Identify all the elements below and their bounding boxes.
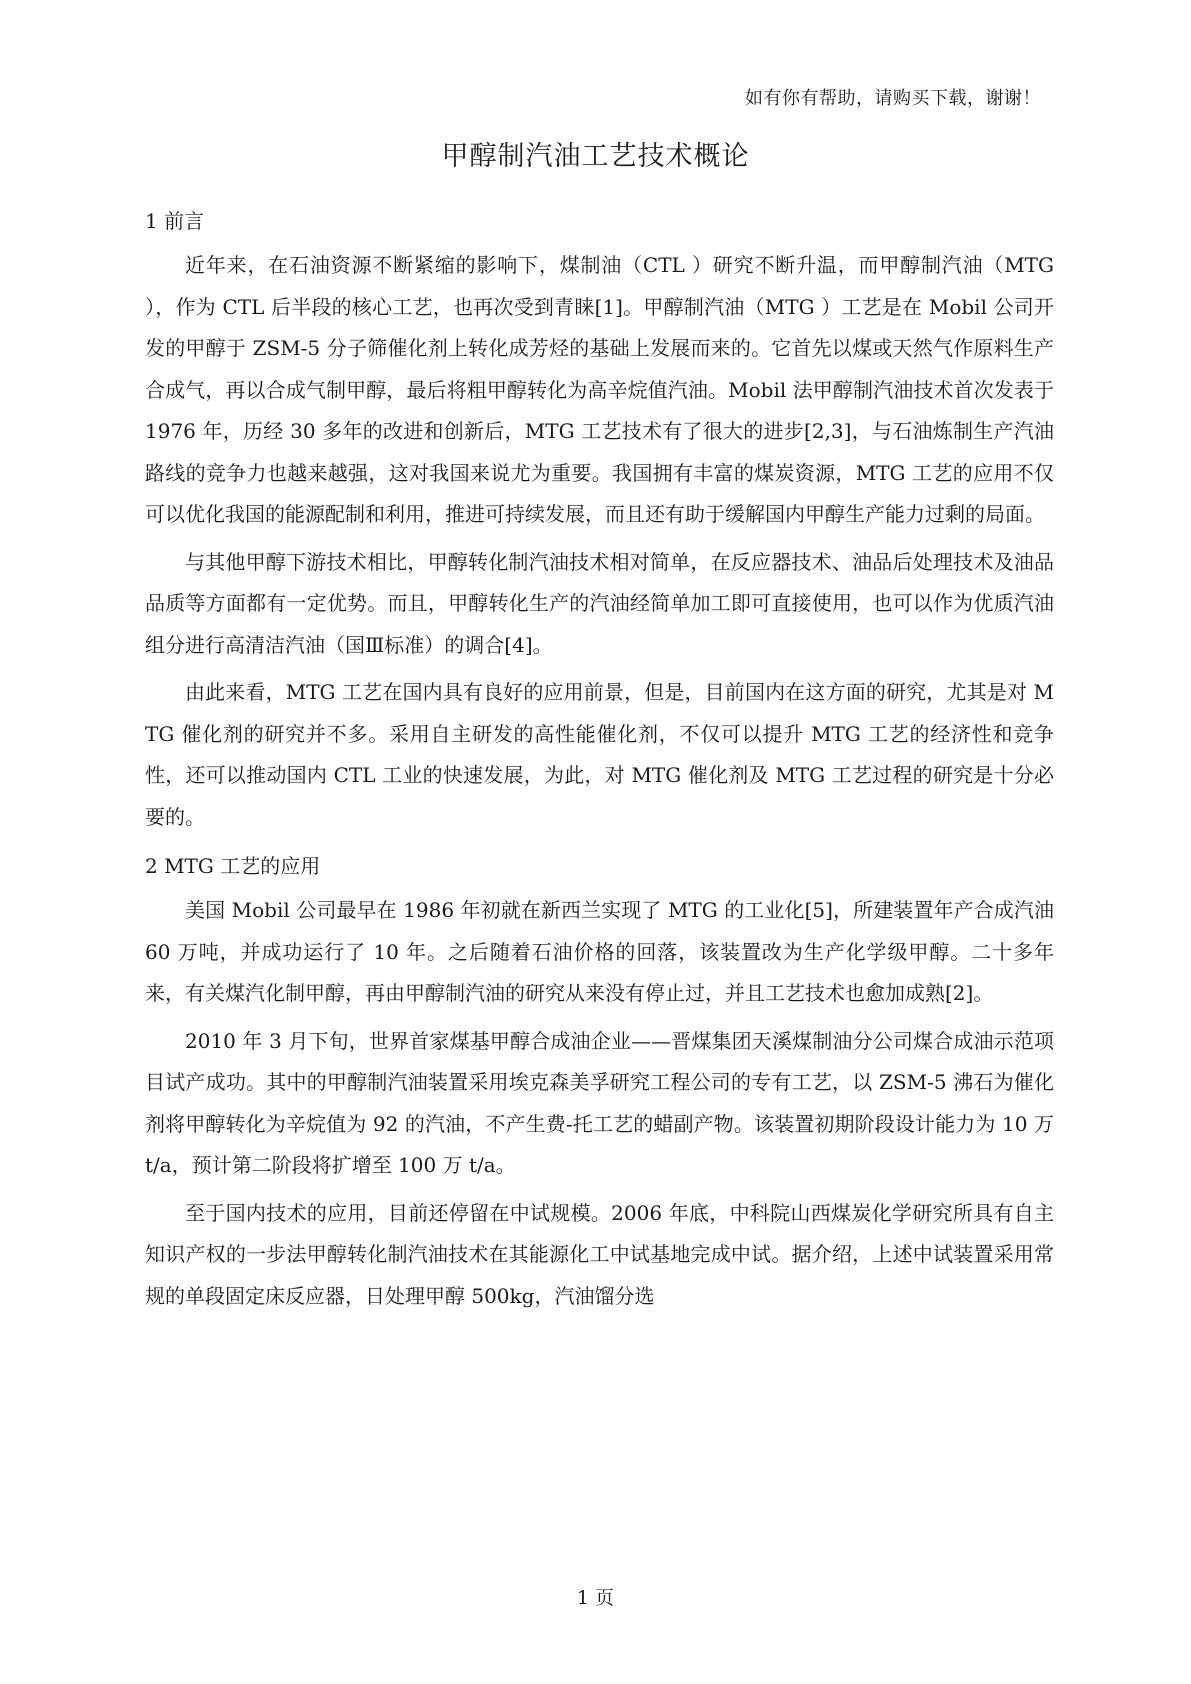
- page-number: 1 页: [576, 1587, 615, 1609]
- section-heading-mtg-application: 2 MTG 工艺的应用: [145, 854, 321, 878]
- paragraph: 由此来看，MTG 工艺在国内具有良好的应用前景，但是，目前国内在这方面的研究，尤其是对 MTG 催化剂的研究并不多。采用自主研发的高性能催化剂，不仅可以提升 MTG 工艺的经济性和竞争性，还可以推动国内 CTL 工业的快速发展，为此，对 MTG 催化剂及 MTG 工艺过程的研究是十分必要的。: [145, 680, 1054, 829]
- paragraph: 至于国内技术的应用，目前还停留在中试规模。2006 年底，中科院山西煤炭化学研究所具有自主知识产权的一步法甲醇转化制汽油技术在其能源化工中试基地完成中试。据介绍，上述中试装置采用常规的单段固定床反应器，日处理甲醇 500kg，汽油馏分选: [145, 1200, 1054, 1308]
- document-title: 甲醇制汽油工艺技术概论: [441, 141, 750, 172]
- paragraph: 2010 年 3 月下旬，世界首家煤基甲醇合成油企业——晋煤集团天溪煤制油分公司煤合成油示范项目试产成功。其中的甲醇制汽油装置采用埃克森美孚研究工程公司的专有工艺，以 ZSM-5 沸石为催化剂将甲醇转化为辛烷值为 92 的汽油，不产生费-托工艺的蜡副产物。该装置初期阶段设计能力为 10 万 t/a，预计第二阶段将扩增至 100 万 t/a。: [145, 1028, 1054, 1177]
- header-note: 如有你有帮助，请购买下载，谢谢！: [745, 88, 1041, 109]
- paragraph: 近年来，在石油资源不断紧缩的影响下，煤制油（CTL ）研究不断升温，而甲醇制汽油（MTG ），作为 CTL 后半段的核心工艺，也再次受到青睐[1]。甲醇制汽油（MTG ）工艺是在 Mobil 公司开发的甲醇于 ZSM-5 分子筛催化剂上转化成芳烃的基础上发展而来的。它首先以煤或天然气作原料生产合成气，再以合成气制甲醇，最后将粗甲醇转化为高辛烷值汽油。Mobil 法甲醇制汽油技术首次发表于 1976 年，历经 30 多年的改进和创新后，MTG 工艺技术有了很大的进步[2,3]，与石油炼制生产汽油路线的竞争力也越来越强，这对我国来说尤为重要。我国拥有丰富的煤炭资源，MTG 工艺的应用不仅可以优化我国的能源配制和利用，推进可持续发展，而且还有助于缓解国内甲醇生产能力过剩的局面。: [145, 253, 1054, 526]
- section-heading-intro: 1 前言: [145, 209, 205, 233]
- document-body: [145, 197, 1054, 1323]
- paragraph: 与其他甲醇下游技术相比，甲醇转化制汽油技术相对简单，在反应器技术、油品后处理技术及油品品质等方面都有一定优势。而且，甲醇转化生产的汽油经简单加工即可直接使用，也可以作为优质汽油组分进行高清洁汽油（国Ⅲ标准）的调合[4]。: [145, 549, 1054, 657]
- paragraph: 美国 Mobil 公司最早在 1986 年初就在新西兰实现了 MTG 的工业化[5]，所建装置年产合成汽油 60 万吨，并成功运行了 10 年。之后随着石油价格的回落，该装置改为生产化学级甲醇。二十多年来，有关煤汽化制甲醇，再由甲醇制汽油的研究从来没有停止过，并且工艺技术也愈加成熟[2]。: [145, 898, 1054, 1005]
